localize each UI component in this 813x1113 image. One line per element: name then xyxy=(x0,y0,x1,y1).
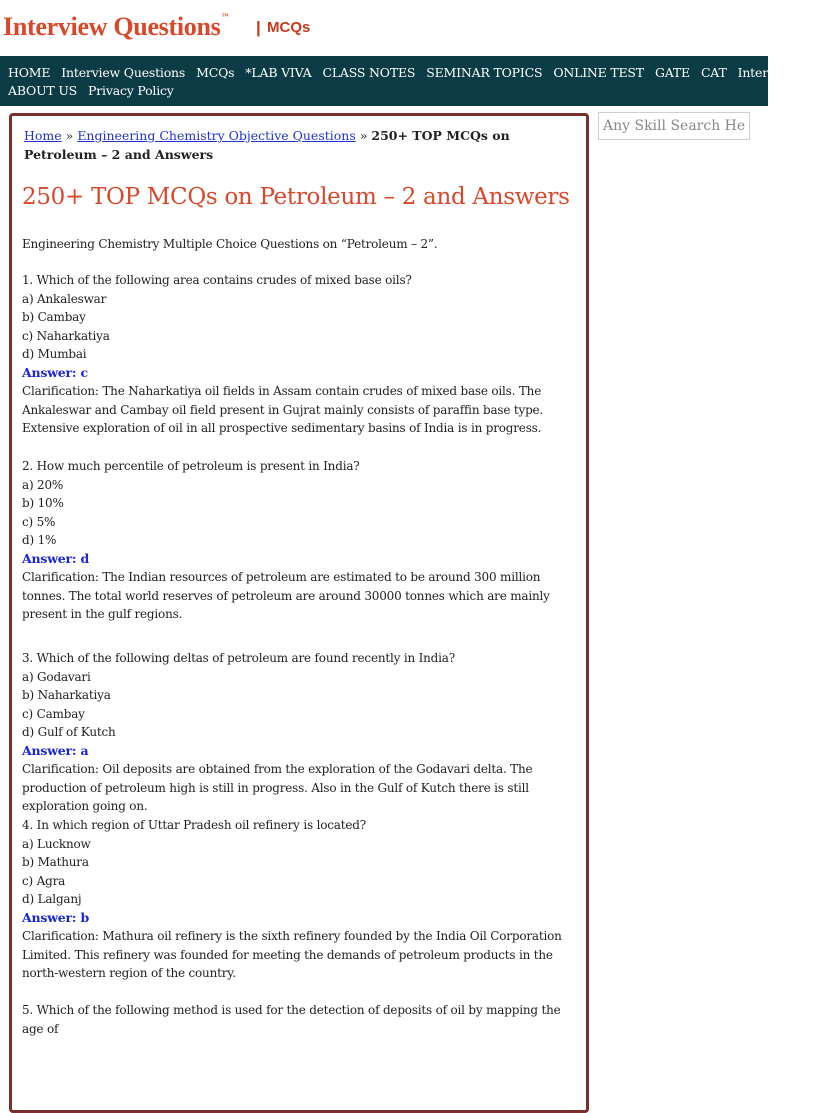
nav-internship[interactable]: Internship xyxy=(737,65,802,80)
option: c) Naharkatiya xyxy=(22,328,110,343)
breadcrumb-separator: » xyxy=(65,128,74,143)
content-panel xyxy=(9,113,589,1113)
trademark-mark: ™ xyxy=(221,12,229,20)
nav-online-test[interactable]: ONLINE TEST xyxy=(553,65,644,80)
option: d) Lalganj xyxy=(22,892,82,906)
nav-about-us[interactable]: ABOUT US xyxy=(8,83,78,98)
skill-search-input[interactable] xyxy=(598,112,750,140)
nav-home[interactable]: HOME xyxy=(8,65,51,80)
site-header xyxy=(0,0,768,56)
option: b) Mathura xyxy=(22,855,89,869)
nav-seminar-topics[interactable]: SEMINAR TOPICS xyxy=(426,65,543,80)
question-block xyxy=(22,271,578,438)
logo-separator: | xyxy=(256,18,261,37)
clarification-text: Clarification: The Indian resources of petroleum are estimated to be around 300 million tonnes. The total world reserves of petroleum are around 30000 tonnes which are mainly present in the gulf regions. xyxy=(22,570,550,621)
clarification-text: Clarification: Mathura oil refinery is the sixth refinery founded by the India Oil Corporation Limited. This refinery was founded for meeting the demands of petroleum products in the north-western region of the country. xyxy=(22,929,562,980)
breadcrumb-category-link[interactable]: Engineering Chemistry Objective Questions xyxy=(77,128,356,143)
site-subtitle[interactable]: MCQs xyxy=(267,19,311,36)
nav-cat[interactable]: CAT xyxy=(700,65,727,80)
option: a) Godavari xyxy=(22,669,91,684)
answer-label: Answer: d xyxy=(22,550,90,566)
answer-label: Answer: a xyxy=(22,742,89,758)
question-block xyxy=(22,457,578,624)
option: c) Cambay xyxy=(22,706,85,721)
nav-gate[interactable]: GATE xyxy=(654,65,690,80)
option: a) Lucknow xyxy=(22,836,91,851)
option: b) 10% xyxy=(22,496,64,510)
option: d) 1% xyxy=(22,533,57,547)
nav-class-notes[interactable]: CLASS NOTES xyxy=(322,65,416,80)
nav-row-2 xyxy=(8,82,185,100)
page-title: 250+ TOP MCQs on Petroleum – 2 and Answers xyxy=(22,184,570,210)
option: c) Agra xyxy=(22,873,66,888)
article-intro: Engineering Chemistry Multiple Choice Questions on “Petroleum – 2”. xyxy=(22,237,438,251)
question-text: 2. How much percentile of petroleum is present in India? xyxy=(22,459,360,473)
question-block xyxy=(22,1001,578,1038)
option: a) Ankaleswar xyxy=(22,291,107,306)
question-text: 3. Which of the following deltas of petroleum are found recently in India? xyxy=(22,651,455,665)
clarification-text: Clarification: The Naharkatiya oil fields in Assam contain crudes of mixed base oils. The Ankaleswar and Cambay oil field present in Gujrat mainly consists of paraffin base type. Extensive exploration of oil in all prospective sedimentary basins of India is in progress. xyxy=(22,384,544,435)
answer-label: Answer: b xyxy=(22,909,90,925)
breadcrumb-home-link[interactable]: Home xyxy=(24,128,62,143)
nav-privacy-policy[interactable]: Privacy Policy xyxy=(88,83,174,98)
question-text: 5. Which of the following method is used for the detection of deposits of oil by mapping the age of xyxy=(22,1003,561,1036)
breadcrumb xyxy=(24,126,580,164)
clarification-text: Clarification: Oil deposits are obtained from the exploration of the Godavari delta. The production of petroleum high is still in progress. Also in the Gulf of Kutch there is still exploration going on. xyxy=(22,762,533,813)
main-nav xyxy=(0,56,802,106)
question-text: 4. In which region of Uttar Pradesh oil refinery is located? xyxy=(22,818,366,832)
question-block xyxy=(22,816,578,983)
option: b) Cambay xyxy=(22,310,86,324)
site-logo[interactable] xyxy=(3,12,228,42)
option: c) 5% xyxy=(22,514,56,529)
breadcrumb-separator: » xyxy=(359,128,368,143)
option: d) Gulf of Kutch xyxy=(22,725,116,739)
nav-interview-questions[interactable]: Interview Questions xyxy=(61,65,186,80)
site-title[interactable]: Interview Questions xyxy=(3,12,221,41)
answer-label: Answer: c xyxy=(22,364,88,380)
option: b) Naharkatiya xyxy=(22,688,111,702)
option: a) 20% xyxy=(22,477,64,492)
option: d) Mumbai xyxy=(22,347,87,361)
nav-lab-viva[interactable]: *LAB VIVA xyxy=(245,65,312,80)
question-text: 1. Which of the following area contains crudes of mixed base oils? xyxy=(22,273,412,287)
breadcrumb-current: 250+ TOP MCQs on Petroleum – 2 and Answers xyxy=(24,128,510,162)
nav-mcqs[interactable]: MCQs xyxy=(196,65,235,80)
question-block xyxy=(22,649,578,816)
nav-row-1 xyxy=(8,64,813,82)
